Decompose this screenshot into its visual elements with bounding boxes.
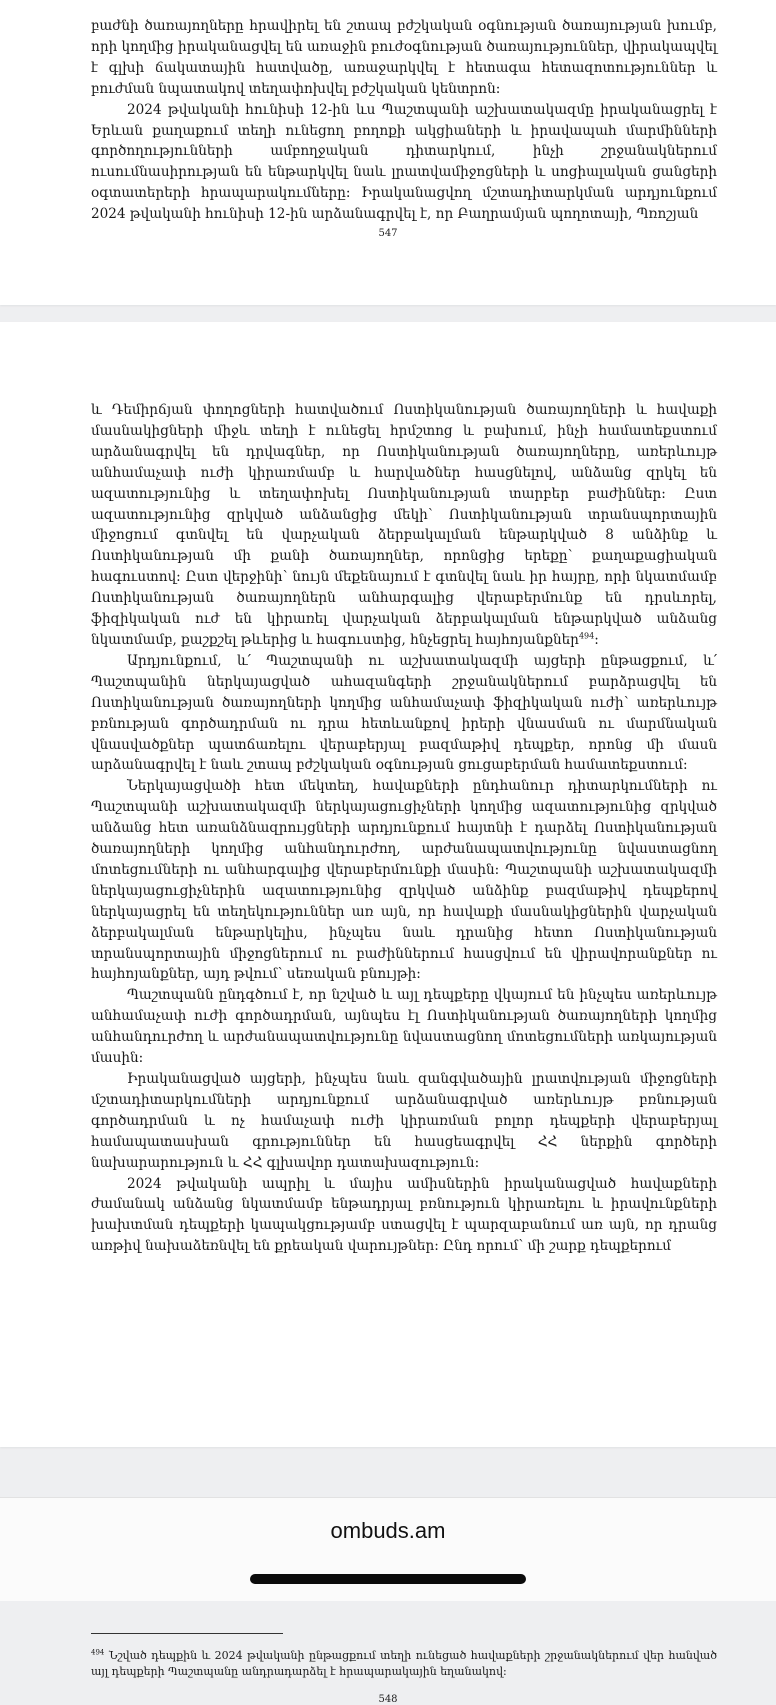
page-body-text	[91, 16, 717, 225]
paragraph: Իրականացված այցերի, ինչպես նաև զանգվածային լրատվության միջոցների մշտադիտարկումների արդյունքում արձանագրված առերևույթ բռնության գործադրման և ոչ համաչափ ուժի կիրառման բոլոր դեպքերի վերաբերյալ համապատասխան գրություններ են հասցեագրվել ՀՀ ներքին գործերի նախարարություն և ՀՀ գլխավոր դատախազություն:	[91, 1071, 717, 1171]
footnote-divider	[91, 1633, 283, 1634]
paragraph: Ներկայացվածի հետ մեկտեղ, հավաքների ընդհանուր դիտարկումների ու Պաշտպանի աշխատակազմի ներկայացուցիչների կողմից ազատությունից զրկված անձանց հետ առանձնազրույցների արդյունքում հայտնի է դարձել Ոստիկանության ծառայողների կողմից անհանդուրժող, արժանապատվությունը նվաստացնող մոտեցումների ու անհարգալից վերաբերմունքի մասին: Պաշտպանի աշխատակազմի ներկայացուցիչներին ազատությունից զրկված անձինք բազմաթիվ դեպքերով ներկայացրել են տեղեկություններ առ այն, որ հավաքի մասնակիցներին վարչական ձերբակալման ենթարկելիս, ինչպես նաև դրանից հետո Ոստիկանության տրանսպորտային միջոցներում ու բաժիններում հասցվում են վիրավորանքներ ու հայհոյանքներ, այդ թվում՝ սեռական բնույթի:	[91, 778, 717, 983]
paragraph-text: և Դեմիրճյան փողոցների հատվածում Ոստիկանության ծառայողների և հավաքի մասնակիցների միջև տեղի է ունեցել հրմշտոց և բախում, ինչի համատեքստում արձանագրվել են դրվագներ, որ Ոստիկանության ծառայողները, առերևույթ անհամաչափ ուժի կիրառմամբ և հարվածներ հասցնելով, անձանց զրկել են ազատությունից և տեղափոխել Ոստիկանության տարբեր բաժիններ: Ըստ ազատությունից զրկված անձանցից մեկի՝ Ոստիկանության տրանսպորտային միջոցում գտնվել են վարչական ձերբակալման ենթարկված 8 անձինք և Ոստիկանության մի քանի ծառայողներ, որոնցից երեքը՝ քաղաքացիական հագուստով: Ըստ վերջինի՝ նույն մեքենայում է գտնվել նաև իր հայրը, որի նկատմամբ Ոստիկանության ծառայողներն անհարգալից վերաբերմունք են դրսևորել, ֆիզիկական ուժ են կիրառել վարչական ձերբակալման ենթարկված անձանց նկատմամբ, քաշքշել թևերից և հագուստից, հնչեցրել հայհոյանքներ	[91, 402, 717, 648]
paragraph	[91, 400, 717, 651]
footnote-reference[interactable]: 494	[578, 631, 595, 641]
paragraph: Արդյունքում, և՛ Պաշտպանի ու աշխատակազմի այցերի ընթացքում, և՛ Պաշտպանին ներկայացված ահազանգերի շրջանակներում բարձրացվել են Ոստիկանության ծառայողների կողմից անհամաչափ ֆիզիկական ուժի՝ առերևույթ բռնության գործադրման ու դրա հետևանքով իրերի վնասման ու մարմնական վնասվածքներ պատճառելու վերաբերյալ բազմաթիվ դեպքեր, որոնց մի մասն արձանագրվել է նաև շտապ բժշկական օգնության ցուցաբերման համատեքստում:	[91, 652, 717, 774]
home-indicator[interactable]	[250, 1574, 526, 1584]
browser-bottom-bar	[0, 1497, 776, 1601]
url-address-bar[interactable]: ombuds.am	[330, 1518, 446, 1543]
paragraph: Պաշտպանն ընդգծում է, որ նշված և այլ դեպքերը վկայում են ինչպես առերևույթ անհամաչափ ուժի գործադրման, այնպես էլ Ոստիկանության ծառայողների կողմից անհանդուրժող և արժանապատվությունը նվաստացնող մոտեցումների առկայության մասին:	[91, 987, 717, 1067]
footnote	[91, 1648, 717, 1680]
paragraph: բաժնի ծառայողները հրավիրել են շտապ բժշկական օգնության ծառայության խումբ, որի կողմից իրականացվել են առաջին բուժօգնության ծառայություններ, վիրակապվել է գլխի ճակատային հատվածը, առաջարկվել է հետագա հետազոտություններ և բուժման նպատակով տեղափոխվել բժշկական կենտրոն:	[91, 18, 717, 97]
document-page-547	[0, 0, 776, 305]
paragraph: 2024 թվականի հունիսի 12-ին ևս Պաշտպանի աշխատակազմը իրականացրել է Երևան քաղաքում տեղի ունեցող բողոքի ակցիաների և իրավապահ մարմինների գործողությունների ամբողջական դիտարկում, ինչի շրջանակներում ուսումնասիրության են ենթարկվել նաև լրատվամիջոցների և սոցիալական ցանցերի օգտատերերի հրապարակումները: Իրականացվող մշտադիտարկման արդյունքում 2024 թվականի հունիսի 12-ին արձանագրվել է, որ Բաղրամյան պողոտայի, Պռոշյան	[91, 101, 717, 223]
footnote-text: Նշված դեպքին և 2024 թվականի ընթացքում տեղի ունեցած հավաքների շրջանակներում վեր հանված այլ դեպքերի Պաշտպանը անդրադարձել է հրապարակային եղանակով:	[91, 1649, 717, 1678]
paragraph: 2024 թվականի ապրիլ և մայիս ամիսներին իրականացված հավաքների ժամանակ անձանց նկատմամբ ենթադրյալ բռնություն կիրառելու և իրավունքների խախտման դեպքերի կապակցությամբ ստացվել է պարզաբանում առ այն, որ դրանց առթիվ նախաձեռնվել են քրեական վարույթներ: Ընդ որում՝ մի շարք դեպքերում	[91, 1175, 717, 1255]
footnote-number: 494	[91, 1648, 105, 1657]
page-body-text	[91, 400, 717, 1257]
page-number: 548	[378, 1694, 398, 1705]
paragraph-end: :	[594, 631, 599, 648]
page-number: 547	[378, 228, 398, 239]
